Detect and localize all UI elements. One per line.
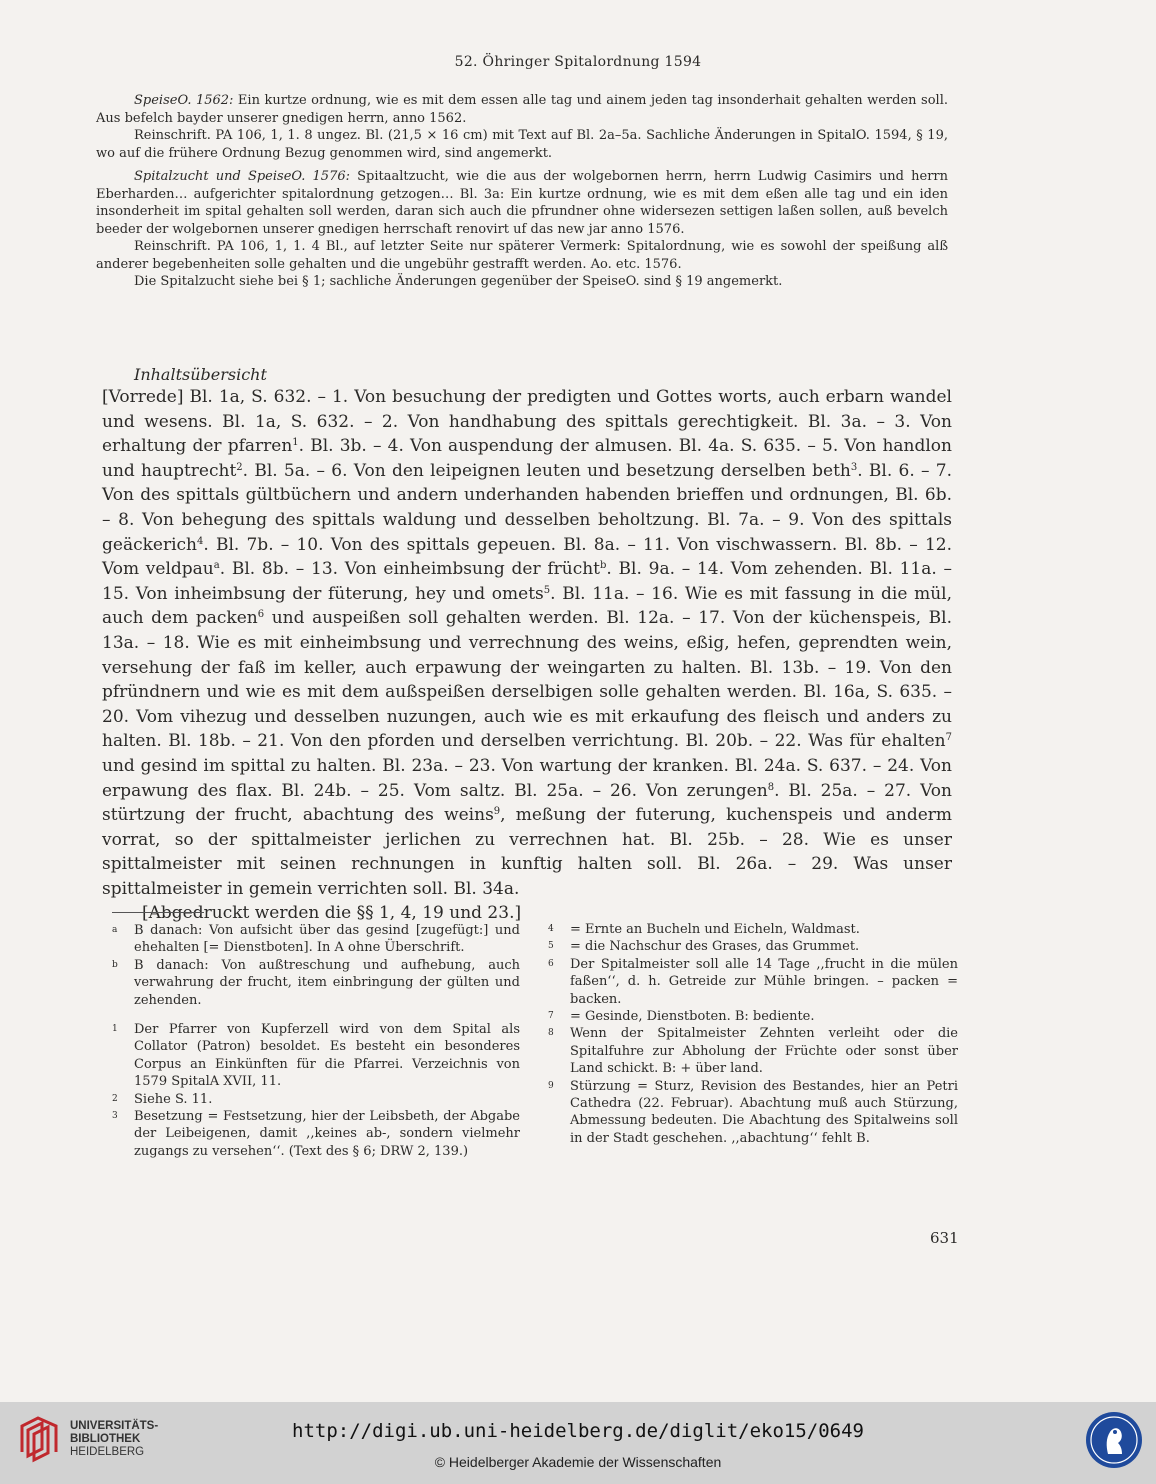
footnote-reference: 4 (197, 535, 204, 547)
library-name-line1: UNIVERSITÄTS- (70, 1420, 159, 1432)
footnote-reference: 9 (493, 806, 501, 818)
table-of-contents (102, 385, 952, 926)
footnote-reference: 3 (850, 461, 858, 473)
footnote: 4 = Ernte an Bucheln und Eicheln, Waldmast. (548, 922, 860, 937)
footnote-mark: a (112, 925, 118, 935)
section-title: Inhaltsübersicht (134, 365, 267, 384)
running-head: 52. Öhringer Spitalordnung 1594 (454, 54, 702, 70)
intro-paragraph: Die Spitalzucht siehe bei § 1; sachliche Änderungen gegenüber der SpeiseO. sind § 19 angemerkt. (134, 274, 783, 289)
intro-source-title: Spitalzucht und SpeiseO. 1576: (134, 169, 351, 184)
copyright-notice: © Heidelberger Akademie der Wissenschaften (434, 1454, 722, 1470)
intro-paragraph: Spitalzucht und SpeiseO. 1576: Spitaaltzucht, wie die aus der wolgebornen herrn, herrn Ludwig Casimirs und herrn Eberharden… aufgerichter spitalordnung getzogen… Bl. 3a: Ein kurtze ordnung, wie es mit dem eßen alle tag und ein iden insonderheit im spital gehalten soll werden, daran sich auch die pfrundner ohne widersezen settigen laßen sollen, auß bevelch beeder der wolgebornen unserer gnedigen herrschaft renovirt uf das new jar anno 1576. (96, 169, 948, 237)
footnote: 6 Der Spitalmeister soll alle 14 Tage ,,frucht in die mülen faßen‘‘, d. h. Getreide zur Mühle bringen. – packen = backen. (548, 956, 958, 1007)
footnote-mark: 3 (112, 1111, 118, 1122)
intro-paragraph: SpeiseO. 1562: Ein kurtze ordnung, wie es mit dem essen alle tag und ainem jeden tag insonderhait gehalten werden soll. Aus befelch bayder unserer gnedigen herrn, anno 1562. (96, 93, 948, 126)
footnote-rule (112, 912, 204, 913)
library-name-line2: BIBLIOTHEK (70, 1433, 141, 1445)
intro-paragraph: Reinschrift. PA 106, 1, 1. 4 Bl., auf letzter Seite nur späterer Vermerk: Spitalordnung, wie es sowohl der speißung alß anderer begebenheiten solle gehalten und die ungebühr gestrafft werden. Ao. etc. 1576. (96, 239, 948, 272)
footer-bar (0, 1402, 1156, 1484)
introduction (96, 92, 948, 291)
footnote-reference: b (600, 560, 607, 572)
permalink-url[interactable]: http://digi.ub.uni-heidelberg.de/diglit/eko15/0649 (292, 1420, 864, 1442)
page-number: 631 (930, 1229, 959, 1247)
footnote: 3 Besetzung = Festsetzung, hier der Leibsbeth, der Abgabe der Leibeigenen, damit ,,keines ab-, sondern vielmehr zugangs zu versehen‘‘. (Text des § 6; DRW 2, 139.) (112, 1109, 520, 1159)
footnote: 1 Der Pfarrer von Kupferzell wird von dem Spital als Collator (Patron) besoldet. Es besteht ein besonderes Corpus an Einkünften für die Pfarrei. Verzeichnis von 1579 SpitalA XVII, 11. (112, 1022, 520, 1090)
footnote-mark: 6 (548, 958, 554, 969)
footnote: 2 Siehe S. 11. (112, 1091, 213, 1107)
footnote-mark: 1 (112, 1024, 118, 1035)
footnote-reference: 6 (257, 609, 265, 621)
intro-source-title: SpeiseO. 1562: (134, 93, 234, 108)
footnote: b B danach: Von außtreschung und aufhebung, auch verwahrung der frucht, item einbringung der gülten und zehenden. (112, 957, 520, 1008)
intro-paragraph: Reinschrift. PA 106, 1, 1. 8 ungez. Bl. (21,5 × 16 cm) mit Text auf Bl. 2a–5a. Sachliche Änderungen in SpitalO. 1594, § 19, wo auf die frühere Ordnung Bezug genommen wird, sind angemerkt. (96, 128, 948, 161)
footnote-mark: 4 (548, 924, 554, 934)
footnote: a B danach: Von aufsicht über das gesind [zugefügt:] und ehehalten [= Dienstboten]. In A ohne Überschrift. (112, 923, 520, 956)
footnote: 9 Stürzung = Sturz, Revision des Bestandes, hier an Petri Cathedra (22. Februar). Abachtung muß auch Stürzung, Abmessung bedeuten. Die Abachtung des Spitalweins soll in der Stadt geschehen. ,,abachtung‘‘ fehlt B. (548, 1078, 958, 1146)
footnote: 8 Wenn der Spitalmeister Zehnten verleiht oder die Spitalfuhre zur Abholung der Früchte oder sonst über Land schickt. B: + über land. (548, 1026, 958, 1077)
footnote-reference: 5 (543, 584, 551, 596)
footnote: 7 = Gesinde, Dienstboten. B: bediente. (548, 1009, 815, 1025)
academy-seal-icon[interactable] (1084, 1410, 1144, 1470)
footnote-mark: 2 (112, 1093, 118, 1104)
library-name-line3: HEIDELBERG (70, 1446, 145, 1458)
contents-body: [Vorrede] Bl. 1a, S. 632. – 1. Von besuchung der predigten und Gottes worts, auch erbarn wandel und wesens. Bl. 1a, S. 632. – 2. Von handhabung des spittals gerechtigkeit. Bl. 3a. – 3. Von erhaltung der pfarren$^1$. Bl. 3b. – 4. Von auspendung der almusen. Bl. 4a. S. 635. – 5. Von handlon und hauptrecht$^2$. Bl. 5a. – 6. Von den leipeignen leuten und besetzung derselben beth$^3$. Bl. 6. – 7. Von des spittals gültbüchern und andern underhanden habenden brieffen und ordnungen, Bl. 6b. – 8. Von behegung des spittals waldung und desselben beholtzung. Bl. 7a. – 9. Von des spittals geäckerich$^4$. Bl. 7b. – 10. Von des spittals gepeuen. Bl. 8a. – 11. Von vischwassern. Bl. 8b. – 12. Vom veldpau$^a$. Bl. 8b. – 13. Von einheimbsung der frücht$^b$. Bl. 9a. – 14. Vom zehenden. Bl. 11a. – 15. Von inheimbsung der füterung, hey und omets$^5$. Bl. 11a. – 16. Wie es mit fassung in die mül, auch dem packen$^6$ und auspeißen soll gehalten werden. Bl. 12a. – 17. Von der küchenspeis, Bl. 13a. – 18. Wie es mit einheimbsung und verrechnung des weins, eßig, hefen, geprendten wein, versehung der faß im keller, auch erpawung der weingarten zu halten. Bl. 13b. – 19. Von den pfründnern und wie es mit dem außspeißen derselbigen solle gehalten werden. Bl. 16a, S. 635. – 20. Vom vihezug und desselben nuzungen, auch wie es mit erkaufung des fleisch und anders zu halten. Bl. 18b. – 21. Von den pforden und derselben verrichtung. Bl. 20b. – 22. Was für ehalten$^7$ und gesind im spittal zu halten. Bl. 23a. – 23. Von wartung der kranken. Bl. 24a. S. 637. – 24. Von erpawung des flax. Bl. 24b. – 25. Vom saltz. Bl. 25a. – 26. Von zerungen$^8$. Bl. 25a. – 27. Von stürtzung der frucht, abachtung des weins$^9$, meßung der futerung, kuchenspeis und anderm vorrat, so der spittalmeister jerlichen zu verrechnen hat. Bl. 25b. – 28. Wie es unser spittalmeister mit seinen rechnungen in kunftig halten soll. Bl. 26a. – 29. Was unser spittalmeister in gemein verrichten soll. Bl. 34a. (102, 387, 953, 899)
footnote-mark: b (112, 959, 118, 970)
contents-note: [Abgedruckt werden die §§ 1, 4, 19 und 23.] (142, 903, 522, 924)
footnote-reference: 7 (945, 732, 952, 744)
footnote-mark: 9 (548, 1080, 554, 1091)
footnotes-right (548, 921, 958, 1147)
footnotes-left (112, 922, 520, 1160)
footnote-reference: a (213, 560, 220, 572)
footnote-mark: 8 (548, 1028, 554, 1039)
footnote-reference: 1 (292, 437, 299, 449)
footnote: 5 = die Nachschur des Grases, das Grummet. (548, 939, 860, 955)
footnote-reference: 2 (236, 461, 243, 473)
footnote-reference: 8 (767, 781, 775, 793)
footnote-mark: 7 (548, 1011, 554, 1022)
footnote-mark: 5 (548, 941, 554, 952)
